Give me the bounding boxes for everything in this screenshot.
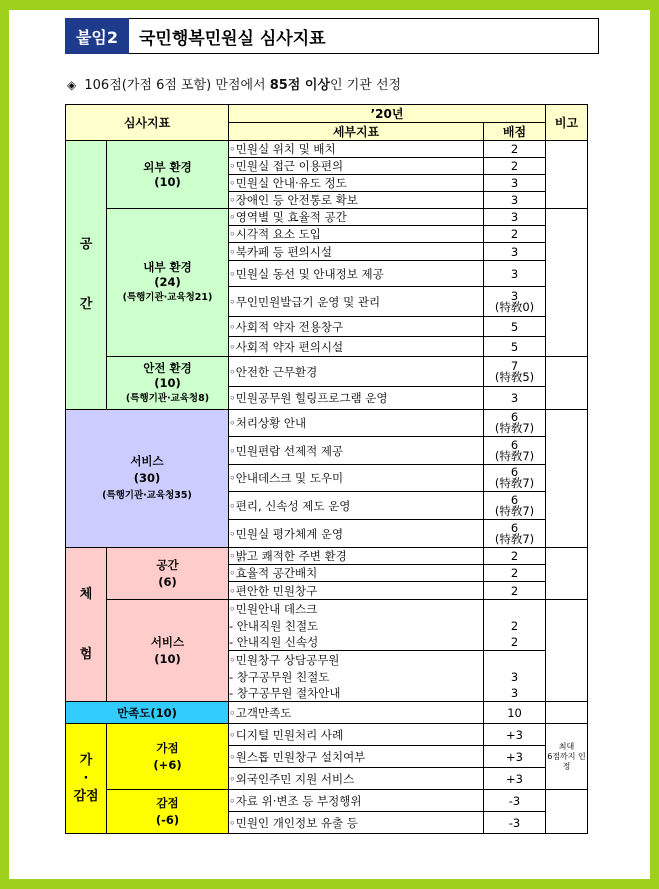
score-r20: 2 (484, 565, 546, 582)
detail-r32: ◦자료 위·변조 등 부정행위 (229, 790, 484, 812)
score-r19: 2 (484, 548, 546, 565)
score-r1: 2 (484, 141, 546, 158)
score-r32: -3 (484, 790, 546, 812)
score-r31: +3 (484, 768, 546, 790)
document-page (9, 10, 650, 879)
detail-r26: - 창구공무원 친절도 (229, 669, 484, 685)
score-r25 (484, 651, 546, 669)
detail-r13: ◦민원공무원 힐링프로그램 운영 (229, 387, 484, 410)
score-r23: 2 (484, 618, 546, 634)
score-r6: 2 (484, 226, 546, 243)
remark-bonus-max: 최대 6점까지 인정 (546, 724, 588, 790)
detail-r14: ◦처리상황 안내 (229, 410, 484, 437)
score-r14: 6 (特敎7) (484, 410, 546, 437)
detail-r8: ◦민원실 동선 및 안내정보 제공 (229, 261, 484, 287)
detail-r25: ◦민원창구 상담공무원 (229, 651, 484, 669)
sub-outer-environment: 외부 환경 (10) (107, 141, 229, 209)
remark-safety (546, 357, 588, 410)
detail-r12: ◦안전한 근무환경 (229, 357, 484, 387)
score-r10: 5 (484, 317, 546, 337)
score-r22 (484, 600, 546, 618)
detail-r24: - 안내직원 신속성 (229, 634, 484, 651)
remark-satisfaction (546, 702, 588, 724)
document-title: 국민행복민원실 심사지표 (129, 18, 599, 54)
header-score: 배점 (484, 123, 546, 141)
detail-r5: ◦영역별 및 효율적 공간 (229, 209, 484, 226)
detail-r27: - 창구공무원 절차안내 (229, 685, 484, 702)
score-r16: 6 (特敎7) (484, 465, 546, 492)
attachment-badge: 붙임2 (65, 18, 129, 54)
category-space: 공 간 (66, 141, 107, 410)
header-remark: 비고 (546, 105, 588, 141)
sub-penalty: 감점 (-6) (107, 790, 229, 834)
detail-r19: ◦밝고 쾌적한 주변 환경 (229, 548, 484, 565)
detail-r17: ◦편리, 신속성 제도 운영 (229, 492, 484, 520)
category-experience: 체 험 (66, 548, 107, 702)
score-r21: 2 (484, 582, 546, 600)
header-detail: 세부지표 (229, 123, 484, 141)
category-satisfaction: 만족도(10) (66, 702, 229, 724)
criteria-prefix: 106점(가점 6점 포함) 만점에서 (84, 78, 270, 93)
detail-r21: ◦편안한 민원창구 (229, 582, 484, 600)
score-r9: 3 (特敎0) (484, 287, 546, 317)
remark-penalty (546, 790, 588, 834)
sub-bonus: 가점 (+6) (107, 724, 229, 790)
remark-exp-space (546, 548, 588, 600)
category-bonus-penalty: 가 · 감점 (66, 724, 107, 834)
score-r33: -3 (484, 812, 546, 834)
remark-service (546, 410, 588, 548)
header-indicator: 심사지표 (66, 105, 229, 141)
remark-outer (546, 141, 588, 209)
detail-r18: ◦민원실 평가체계 운영 (229, 520, 484, 548)
sub-experience-space: 공간 (6) (107, 548, 229, 600)
detail-r15: ◦민원편람 선제적 제공 (229, 437, 484, 465)
detail-r2: ◦민원실 접근 이용편의 (229, 158, 484, 175)
score-r26: 3 (484, 669, 546, 685)
score-r27: 3 (484, 685, 546, 702)
score-r15: 6 (特敎7) (484, 437, 546, 465)
criteria-threshold: 85점 이상 (269, 78, 331, 93)
score-r12: 7 (特敎5) (484, 357, 546, 387)
score-r24: 2 (484, 634, 546, 651)
sub-inner-environment: 내부 환경 (24) (특행기관·교육청21) (107, 209, 229, 357)
detail-r10: ◦사회적 약자 전용창구 (229, 317, 484, 337)
detail-r30: ◦원스톱 민원창구 설치여부 (229, 746, 484, 768)
detail-r33: ◦민원인 개인정보 유출 등 (229, 812, 484, 834)
detail-r4: ◦장애인 등 안전통로 확보 (229, 192, 484, 209)
header-year: ’20년 (229, 105, 546, 123)
criteria-suffix: 인 기관 선정 (330, 78, 402, 93)
detail-r20: ◦효율적 공간배치 (229, 565, 484, 582)
diamond-icon: ◈ (67, 78, 77, 92)
score-r30: +3 (484, 746, 546, 768)
detail-r1: ◦민원실 위치 및 배치 (229, 141, 484, 158)
remark-inner (546, 209, 588, 357)
detail-r23: - 안내직원 친절도 (229, 618, 484, 634)
score-r11: 5 (484, 337, 546, 357)
detail-r29: ◦디지털 민원처리 사례 (229, 724, 484, 746)
detail-r6: ◦시각적 요소 도입 (229, 226, 484, 243)
detail-r22: ◦민원안내 데스크 (229, 600, 484, 618)
score-r18: 6 (特敎7) (484, 520, 546, 548)
detail-r28: ◦고객만족도 (229, 702, 484, 724)
score-r28: 10 (484, 702, 546, 724)
sub-experience-service: 서비스 (10) (107, 600, 229, 702)
score-r2: 2 (484, 158, 546, 175)
indicator-table (65, 104, 588, 834)
document-header (65, 18, 599, 54)
detail-r3: ◦민원실 안내·유도 정도 (229, 175, 484, 192)
remark-exp-service (546, 600, 588, 702)
score-r5: 3 (484, 209, 546, 226)
score-r3: 3 (484, 175, 546, 192)
detail-r31: ◦외국인주민 지원 서비스 (229, 768, 484, 790)
score-r17: 6 (特敎7) (484, 492, 546, 520)
score-r8: 3 (484, 261, 546, 287)
category-service: 서비스 (30) (특행기관·교육청35) (66, 410, 229, 548)
detail-r16: ◦안내데스크 및 도우미 (229, 465, 484, 492)
detail-r11: ◦사회적 약자 편의시설 (229, 337, 484, 357)
selection-criteria (67, 74, 401, 93)
score-r13: 3 (484, 387, 546, 410)
score-r29: +3 (484, 724, 546, 746)
score-r4: 3 (484, 192, 546, 209)
detail-r9: ◦무인민원발급기 운영 및 관리 (229, 287, 484, 317)
score-r7: 3 (484, 243, 546, 261)
sub-safety-environment: 안전 환경 (10) (특행기관·교육청8) (107, 357, 229, 410)
detail-r7: ◦북카페 등 편의시설 (229, 243, 484, 261)
